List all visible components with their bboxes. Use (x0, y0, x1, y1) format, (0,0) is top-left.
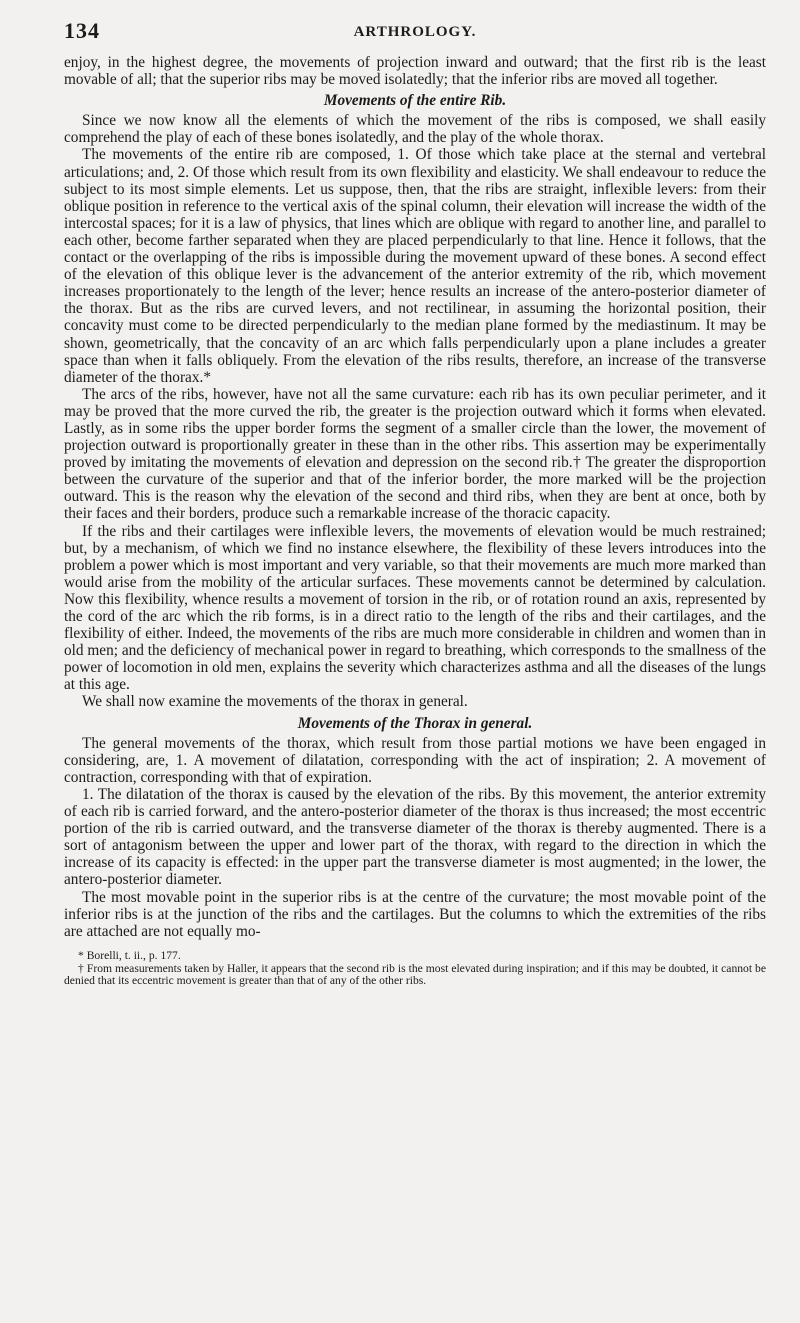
footnote: † From measurements taken by Haller, it appears that the second rib is the most elevated during inspiration; and if this may be doubted, it cannot be denied that its eccentric movement is greater than that of any of the other ribs. (64, 961, 766, 988)
paragraph: Since we now know all the elements of which the movement of the ribs is composed, we shall easily comprehend the play of each of these bones isolatedly, and the play of the whole thorax. (64, 112, 766, 147)
page-header (64, 18, 766, 54)
footnote: * Borelli, t. ii., p. 177. (78, 948, 181, 962)
section-heading-entire-rib: Movements of the entire Rib. (323, 92, 507, 110)
paragraph: The general movements of the thorax, which result from those partial motions we have been engaged in considering, are, 1. A movement of dilatation, corresponding with the act of inspiration; 2. A movement of contraction, corresponding with that of expiration. (64, 734, 766, 786)
paragraph: enjoy, in the highest degree, the movements of projection inward and outward; that the first rib is the least movable of all; that the superior ribs may be moved isolatedly; that the inferior ribs are moved all together. (64, 54, 766, 89)
page-number: 134 (64, 18, 100, 43)
running-head: ARTHROLOGY. (353, 24, 477, 40)
main-text (64, 54, 766, 940)
paragraph: 1. The dilatation of the thorax is caused by the elevation of the ribs. By this movement, the anterior extremity of each rib is carried forward, and the antero-posterior diameter of the thorax is thus increased; the most eccentric portion of the rib is carried outward, and the transverse diameter of the thorax is thereby augmented. There is a sort of antagonism between the upper and lower part of the thorax, with regard to the direction in which the increase of its capacity is effected: in the upper part the transverse diameter is most augmented; in the lower, the antero-posterior diameter. (64, 785, 766, 889)
footnotes (64, 950, 766, 988)
section-heading-thorax-general: Movements of the Thorax in general. (297, 714, 533, 732)
paragraph: If the ribs and their cartilages were inflexible levers, the movements of elevation would be much restrained; but, by a mechanism, of which we find no instance elsewhere, the flexibility of these levers introduces into the problem a power which is most important and very variable, so that their movements are much more marked than would arise from the mobility of the articular surfaces. These movements cannot be determined by calculation. Now this flexibility, whence results a movement of torsion in the rib, or of rotation round an axis, represented by the cord of the arc which the rib forms, is in a direct ratio to the length of the ribs and their cartilages, and the flexibility of either. Indeed, the movements of the ribs are much more considerable in children and women than in old men; and the deficiency of mechanical power in regard to breathing, which corresponds to the smallness of the power of locomotion in old men, explains the severity which characterizes asthma and all the diseases of the lungs at this age. (64, 522, 766, 694)
paragraph: The movements of the entire rib are composed, 1. Of those which take place at the sternal and vertebral articulations; and, 2. Of those which result from its own flexibility and elasticity. We shall endeavour to reduce the subject to its most simple elements. Let us suppose, then, that the ribs are straight, inflexible levers: from their oblique position in reference to the vertical axis of the spinal column, their elevation will increase the width of the intercostal spaces; for it is a law of physics, that lines which are oblique with regard to another line, and parallel to each other, become farther separated when they are placed perpendicularly to that line. Hence it follows, that the contact or the overlapping of the ribs is impossible during the movement upward of these bones. A second effect of the elevation of this oblique lever is the advancement of the anterior extremity of the rib, which movement increases proportionately to the length of the lever; hence results an increase of the antero-posterior diameter of the thorax. But as the ribs are curved levers, and not rectilinear, in assuming the horizontal position, their concavity must come to be directed perpendicularly to the median plane formed by the mediastinum. It may be shown, geometrically, that the concavity of an arc which falls perpendicularly upon a plane includes a greater space than when it falls obliquely. From the elevation of the ribs results, therefore, an increase of the transverse diameter of the thorax.* (64, 146, 766, 386)
paragraph: We shall now examine the movements of the thorax in general. (82, 693, 468, 711)
paragraph: The most movable point in the superior ribs is at the centre of the curvature; the most movable point of the inferior ribs is at the junction of the ribs and the cartilages. But the columns to which the extremities of the ribs are attached are not equally mo- (64, 888, 766, 940)
paragraph: The arcs of the ribs, however, have not all the same curvature: each rib has its own peculiar perimeter, and it may be proved that the more curved the rib, the greater is the projection outward which it forms when elevated. Lastly, as in some ribs the upper border forms the segment of a smaller circle than the lower, the movement of projection outward is proportionally greater in these than in the other ribs. This assertion may be experimentally proved by imitating the movements of elevation and depression on the second rib.† The greater the disproportion between the curvature of the superior and that of the inferior border, the more marked will be the projection outward. This is the reason why the elevation of the second and third ribs, when they are bent at once, both by their faces and their borders, produce such a remarkable increase of the thoracic capacity. (64, 385, 766, 523)
